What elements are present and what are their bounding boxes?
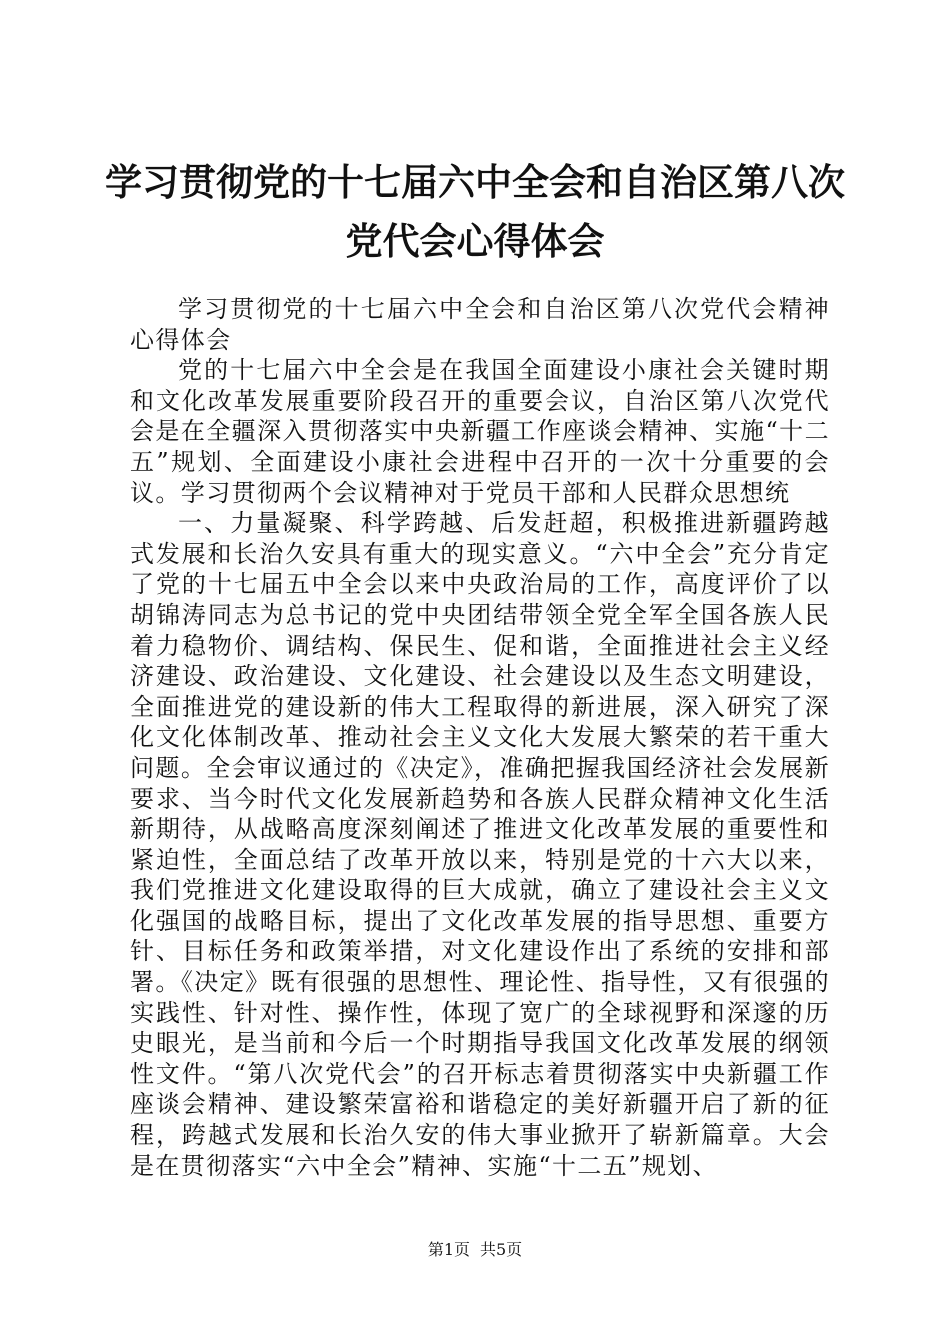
document-body bbox=[130, 294, 830, 1181]
page-footer bbox=[0, 1240, 950, 1260]
document-title-line-1: 学习贯彻党的十七届六中全会和自治区第八次 bbox=[105, 161, 845, 204]
paragraph-section-1: 一、力量凝聚、科学跨越、后发赶超，积极推进新疆跨越式发展和长治久安具有重大的现实意义。“六中全会”充分肯定了党的十七届五中全会以来中央政治局的工作，高度评价了以胡锦涛同志为总书记的党中央团结带领全党全军全国各族人民着力稳物价、调结构、保民生、促和谐，全面推进社会主义经济建设、政治建设、文化建设、社会建设以及生态文明建设，全面推进党的建设新的伟大工程取得的新进展，深入研究了深化文化体制改革、推动社会主义文化大发展大繁荣的若干重大问题。全会审议通过的《决定》，准确把握我国经济社会发展新要求、当今时代文化发展新趋势和各族人民群众精神文化生活新期待，从战略高度深刻阐述了推进文化改革发展的重要性和紧迫性，全面总结了改革开放以来，特别是党的十六大以来，我们党推进文化建设取得的巨大成就，确立了建设社会主义文化强国的战略目标，提出了文化改革发展的指导思想、重要方针、目标任务和政策举措，对文化建设作出了系统的安排和部署。《决定》既有很强的思想性、理论性、指导性，又有很强的实践性、针对性、操作性，体现了宽广的全球视野和深邃的历史眼光，是当前和今后一个时期指导我国文化改革发展的纲领性文件。“第八次党代会”的召开标志着贯彻落实中央新疆工作座谈会精神、建设繁荣富裕和谐稳定的美好新疆开启了新的征程，跨越式发展和长治久安的伟大事业掀开了崭新篇章。大会是在贯彻落实“六中全会”精神、实施“十二五”规划、 bbox=[130, 509, 830, 1180]
paragraph-subtitle: 学习贯彻党的十七届六中全会和自治区第八次党代会精神心得体会 bbox=[130, 295, 830, 354]
page-number-total: 共5页 bbox=[480, 1240, 523, 1259]
page-number-current: 第1页 bbox=[427, 1240, 470, 1259]
document-title-line-2: 党代会心得体会 bbox=[345, 220, 605, 263]
paragraph-intro: 党的十七届六中全会是在我国全面建设小康社会关键时期和文化改革发展重要阶段召开的重要会议，自治区第八次党代会是在全疆深入贯彻落实中央新疆工作座谈会精神、实施“十二五”规划、全面建设小康社会进程中召开的一次十分重要的会议。学习贯彻两个会议精神对于党员干部和人民群众思想统 bbox=[130, 356, 830, 507]
